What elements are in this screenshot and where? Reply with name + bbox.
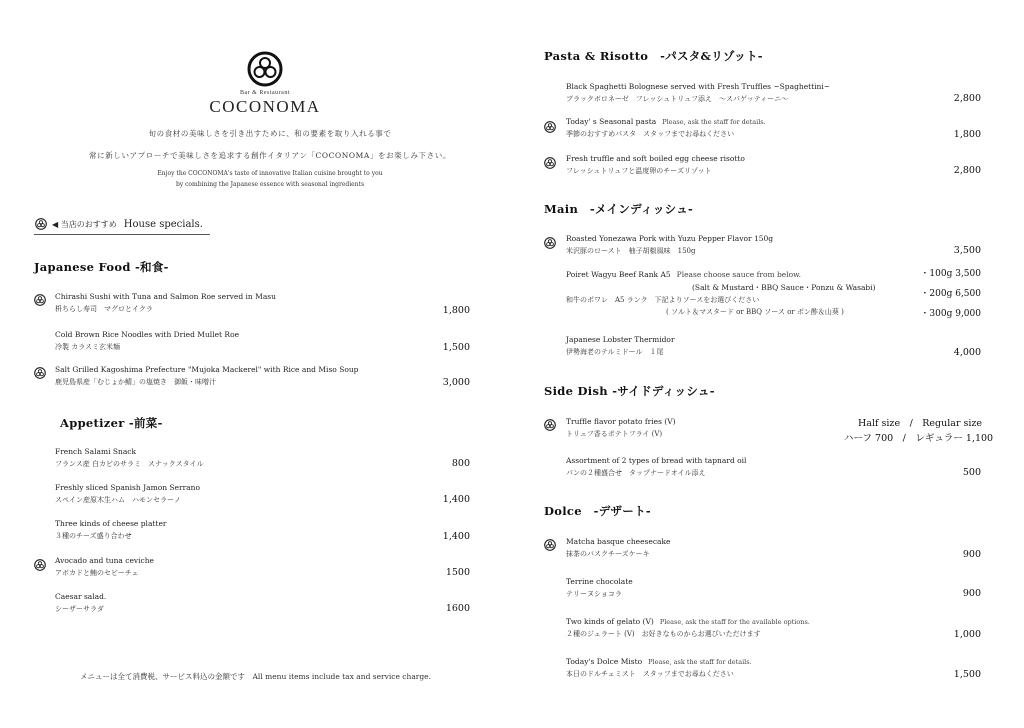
item-price: 2,800 (953, 165, 981, 176)
item-name-jp: 米沢豚のロースト 柚子胡椒風味 150g (566, 247, 696, 255)
item-price: 800 (451, 458, 470, 469)
item-name-jp: フランス産 白カビのサラミ スナックスタイル (55, 460, 204, 468)
item-name-jp: 鹿児島県産「むじょか鯖」の塩焼き 御飯・味噌汁 (55, 378, 216, 386)
intro-jp-line1: 旬の食材の美味しさを引き出すために、和の要素を取り入れる事で (148, 129, 392, 138)
item-name-jp: 抹茶のバスクチーズケーキ (566, 550, 650, 558)
house-special-icon (34, 218, 48, 230)
item-name-en: Freshly sliced Spanish Jamon Serrano (55, 483, 200, 492)
item-name-jp: 季節のおすすめパスタ スタッフまでお尋ねください (566, 130, 735, 138)
fries-size-headers: Half size / Regular size (858, 418, 983, 429)
item-price: 1600 (445, 603, 470, 614)
house-specials-jp: ◀ 当店のおすすめ (52, 219, 117, 229)
item-price: 1,400 (442, 531, 470, 542)
item-name-en: Fresh truffle and soft boiled egg cheese risotto (566, 154, 745, 163)
item-price: 1,800 (953, 129, 981, 140)
item-name-en: Chirashi Sushi with Tuna and Salmon Roe served in Masu (55, 292, 276, 301)
house-specials-en: House specials. (123, 218, 203, 230)
house-special-icon (543, 234, 557, 253)
wagyu-sauce-en: (Salt & Mustard・BBQ Sauce・Ponzu & Wasabi) (692, 283, 876, 292)
section-title-japanese: Japanese Food -和食- (34, 260, 169, 274)
item-name-en: Black Spaghetti Bolognese served with Fresh Truffles ~Spaghettini~ (566, 82, 831, 91)
item-price: 1,000 (953, 629, 981, 640)
item-name-jp: 本日のドルチェミスト スタッフまでお尋ねください (566, 670, 734, 678)
item-price: 3,000 (442, 377, 470, 388)
wagyu-option-100g: ・100g 3,500 (920, 269, 981, 279)
item-price: 1,500 (953, 669, 981, 680)
item-note: Please, ask the staff for the available options. (659, 618, 810, 626)
item-name-en: Avocado and tuna ceviche (55, 556, 154, 565)
intro-en-line1: Enjoy the COCONOMA's taste of innovative Italian cuisine brought to you (157, 170, 383, 177)
house-special-icon (33, 556, 47, 575)
section-title-side: Side Dish -サイドディッシュ- (544, 384, 715, 398)
house-special-icon (33, 291, 47, 310)
section-title-appetizer: Appetizer -前菜- (60, 416, 163, 430)
item-price: 1,800 (442, 305, 470, 316)
item-name-jp: 冷製 カラスミ玄米麺 (55, 343, 121, 351)
item-price: 3,500 (953, 245, 981, 256)
section-title-main: Main -メインディッシュ- (544, 202, 694, 216)
item-name-en: Three kinds of cheese platter (55, 519, 167, 528)
house-specials-legend (34, 218, 210, 235)
section-title-pasta: Pasta & Risotto -パスタ&リゾット- (544, 49, 763, 63)
fries-size-prices: ハーフ 700 / レギュラー 1,100 (844, 433, 994, 444)
house-special-icon (543, 118, 557, 137)
item-name-en: Caesar salad. (55, 592, 107, 601)
item-price: 1,400 (442, 494, 470, 505)
item-price: 500 (962, 467, 981, 478)
item-price: 2,800 (953, 93, 981, 104)
item-price: 1500 (445, 567, 470, 578)
item-name-en: Today's Dolce Misto (566, 657, 643, 666)
wagyu-option-300g: ・300g 9,000 (920, 309, 981, 319)
item-name-en: Assortment of 2 types of bread with tapnard oil (566, 456, 747, 465)
item-name-jp: 伊勢海老のテルミドール １尾 (566, 348, 664, 356)
intro-jp-line2: 常に新しいアプローチで美味しさを追求する創作イタリアン「COCONOMA」をお楽しみ下さい。 (89, 151, 451, 160)
house-special-icon (543, 536, 557, 555)
house-special-icon (543, 416, 557, 435)
item-name-en: Terrine chocolate (566, 577, 633, 586)
house-special-icon (543, 154, 557, 173)
item-name-en: Salt Grilled Kagoshima Prefecture "Mujoka Mackerel" with Rice and Miso Soup (55, 365, 359, 374)
item-name-jp: ２種のジェラート (V) お好きなものからお選びいただけます (566, 630, 761, 638)
item-name-en: Matcha basque cheesecake (566, 537, 671, 546)
item-name-jp: ブラックボロネーゼ フレッシュトリュフ添え ～スパゲッティーニ～ (566, 95, 789, 103)
item-name-jp: フレッシュトリュフと温度卵のチーズリゾット (566, 167, 712, 175)
item-price: 900 (962, 549, 981, 560)
item-note: Please, ask the staff for details. (648, 658, 752, 666)
section-title-dolce: Dolce -デザート- (544, 504, 651, 518)
wagyu-sauce-jp: ( ソルト＆マスタード or BBQ ソース or ポン酢＆山葵 ) (666, 308, 844, 316)
item-price: 1,500 (442, 342, 470, 353)
item-name-jp: アボカドと鮪のセビーチェ (55, 569, 139, 577)
intro-en-line2: by combining the Japanese essence with seasonal ingredients (175, 181, 365, 188)
house-special-icon (33, 364, 47, 383)
wagyu-option-200g: ・200g 6,500 (920, 289, 981, 299)
brand-name: COCONOMA (209, 97, 321, 116)
item-name-jp: 和牛のポワレ A5 ランク 下記よりソースをお選びください (566, 296, 760, 304)
wagyu-size-prices (891, 264, 981, 324)
item-name-jp: テリーヌショコラ (566, 590, 622, 598)
coconoma-logo-icon (243, 50, 287, 88)
item-name-en: Truffle flavor potato fries (V) (566, 417, 676, 426)
item-name-en: French Salami Snack (55, 447, 137, 456)
item-name-en: Roasted Yonezawa Pork with Yuzu Pepper Flavor 150g (566, 234, 774, 243)
item-name-en: Japanese Lobster Thermidor (566, 335, 675, 344)
brand-subtitle: Bar & Restaurant (240, 90, 290, 96)
item-name-jp: 枡ちらし寿司 マグロとイクラ (55, 305, 153, 313)
item-name-en: Two kinds of gelato (V) (566, 617, 654, 626)
item-price: 900 (962, 588, 981, 599)
item-name-jp: シーザーサラダ (55, 605, 104, 613)
item-note: Please choose sauce from below. (676, 270, 802, 279)
item-name-en: Poiret Wagyu Beef Rank A5 (566, 270, 671, 279)
item-name-en: Today' s Seasonal pasta (566, 117, 657, 126)
tax-footer-note: メニューは全て消費税、サービス料込の金額です All menu items include tax and service charge. (80, 672, 431, 681)
item-price: 4,000 (953, 347, 981, 358)
item-name-jp: スペイン産原木生ハム ハモンセラーノ (55, 496, 181, 504)
item-name-jp: ３種のチーズ盛り合わせ (55, 532, 132, 540)
brand-logo (205, 50, 325, 117)
item-name-jp: パンの２種盛合せ タップナードオイル添え (566, 469, 706, 477)
item-name-jp: トリュフ香るポテトフライ (V) (566, 430, 663, 438)
item-note: Please, ask the staff for details. (662, 118, 766, 126)
item-name-en: Cold Brown Rice Noodles with Dried Mullet Roe (55, 330, 240, 339)
